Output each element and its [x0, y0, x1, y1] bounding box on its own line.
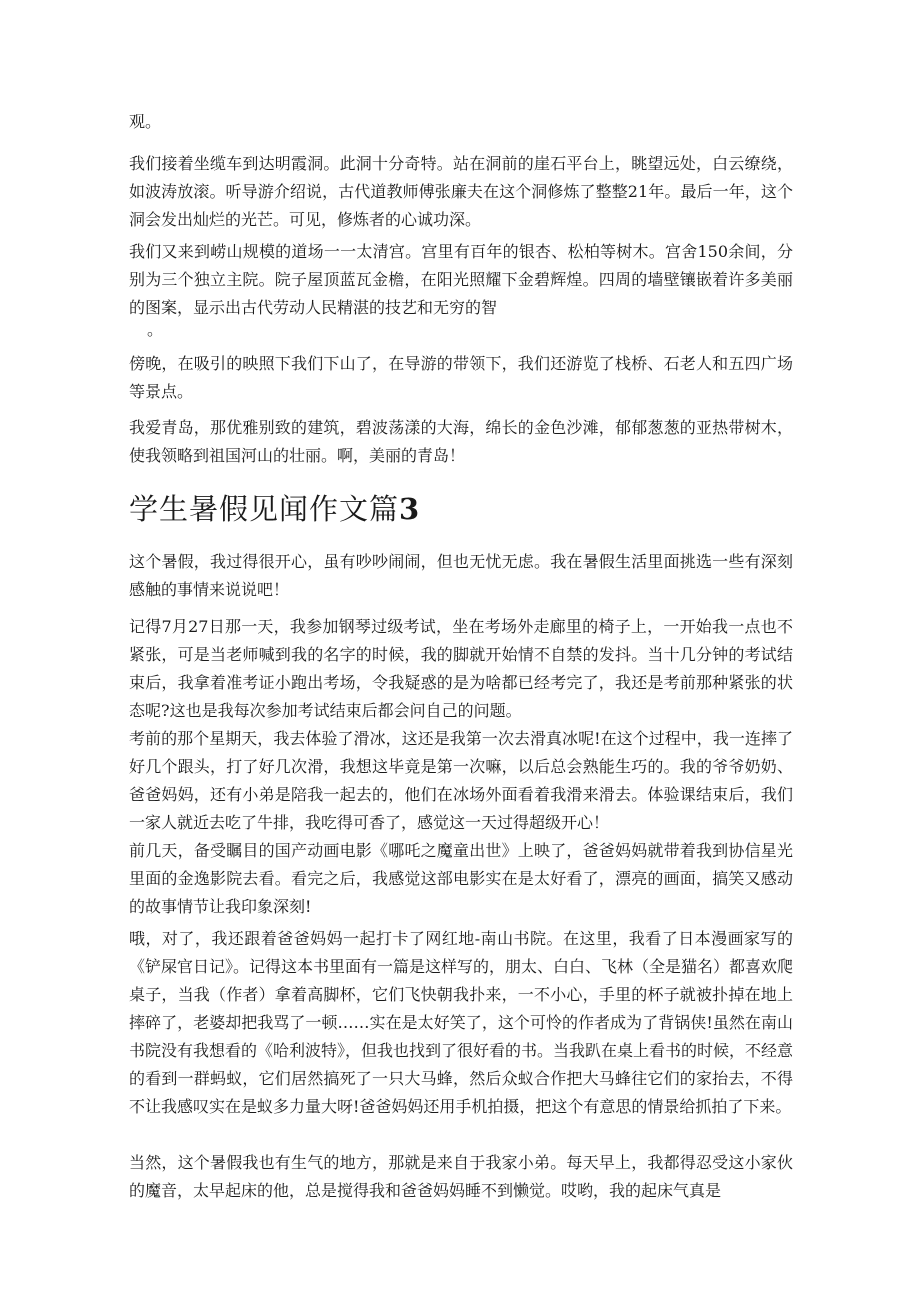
- paragraph-7: 记得7月27日那一天，我参加钢琴过级考试，坐在考场外走廊里的椅子上，一开始我一点也不紧张，可是当老师喊到我的名字的时候，我的脚就开始情不自禁的发抖。当十几分钟的考试结束后，我拿着准考证小跑出考场，令我疑惑的是为啥都已经考完了，我还是考前那种紧张的状态呢?这也是我每次参加考试结束后都会问自己的问题。: [129, 617, 793, 720]
- paragraph-5: 我爱青岛，那优雅别致的建筑，碧波荡漾的大海，绵长的金色沙滩，郁郁葱葱的亚热带树木，使我领略到祖国河山的壮丽。啊，美丽的青岛！: [129, 418, 793, 465]
- paragraph-4: 傍晚，在吸引的映照下我们下山了，在导游的带领下，我们还游览了栈桥、石老人和五四广场等景点。: [129, 354, 793, 401]
- paragraph-9: 前几天，备受瞩目的国产动画电影《哪吒之魔童出世》上映了，爸爸妈妈就带着我到协信星光里面的金逸影院去看。看完之后，我感觉这部电影实在是太好看了，漂亮的画面，搞笑又感动的故事情节让我印象深刻!: [129, 841, 793, 916]
- paragraph-2: 我们接着坐缆车到达明霞洞。此洞十分奇特。站在洞前的崖石平台上，眺望远处，白云缭绕，如波涛放滚。听导游介绍说，古代道教师傅张廉夫在这个洞修炼了整整21年。最后一年，这个洞会发出灿烂的光芒。可见，修炼者的心诚功深。: [129, 154, 793, 229]
- paragraph-8: 考前的那个星期天，我去体验了滑冰，这还是我第一次去滑真冰呢!在这个过程中，我一连摔了好几个跟头，打了好几次滑，我想这毕竟是第一次嘛，以后总会熟能生巧的。我的爷爷奶奶、爸爸妈妈，还有小弟是陪我一起去的，他们在冰场外面看着我滑来滑去。体验课结束后，我们一家人就近去吃了牛排，我吃得可香了，感觉这一天过得超级开心！: [129, 729, 793, 832]
- paragraph-11: 当然，这个暑假我也有生气的地方，那就是来自于我家小弟。每天早上，我都得忍受这小家伙的魔音，太早起床的他，总是搅得我和爸爸妈妈睡不到懒觉。哎哟，我的起床气真是: [129, 1153, 793, 1200]
- section-heading-number: 3: [399, 492, 421, 526]
- paragraph-3: 我们又来到崂山规模的道场一一太清宫。宫里有百年的银杏、松柏等树木。宫舍150余间，分别为三个独立主院。院子屋顶蓝瓦金檐，在阳光照耀下金碧辉煌。四周的墙壁镶嵌着许多美丽的图案，显示出古代劳动人民精湛的技艺和无穷的智: [129, 242, 793, 317]
- paragraph-6: 这个暑假，我过得很开心，虽有吵吵闹闹，但也无忧无虑。我在暑假生活里面挑选一些有深刻感触的事情来说说吧！: [129, 552, 793, 599]
- paragraph-3-tail: 。: [147, 320, 164, 339]
- paragraph-1: 观。: [129, 112, 162, 131]
- paragraph-10: 哦，对了，我还跟着爸爸妈妈一起打卡了网红地-南山书院。在这里，我看了日本漫画家写的《铲屎官日记》。记得这本书里面有一篇是这样写的，朋太、白白、飞林（全是猫名）都喜欢爬桌子，当我（作者）拿着高脚杯，它们飞快朝我扑来，一不小心，手里的杯子就被扑掉在地上摔碎了，老婆却把我骂了一顿……实在是太好笑了，这个可怜的作者成为了背锅侠!虽然在南山书院没有我想看的《哈利波特》，但我也找到了很好看的书。当我趴在桌上看书的时候，不经意的看到一群蚂蚁，它们居然搞死了一只大马蜂，然后众蚁合作把大马蜂往它们的家抬去，不得不让我感叹实在是蚁多力量大呀!爸爸妈妈还用手机拍摄，把这个有意思的情景给抓拍了下来。: [129, 929, 794, 1116]
- section-heading-text: 学生暑假见闻作文篇: [129, 492, 400, 526]
- section-heading: [129, 489, 420, 529]
